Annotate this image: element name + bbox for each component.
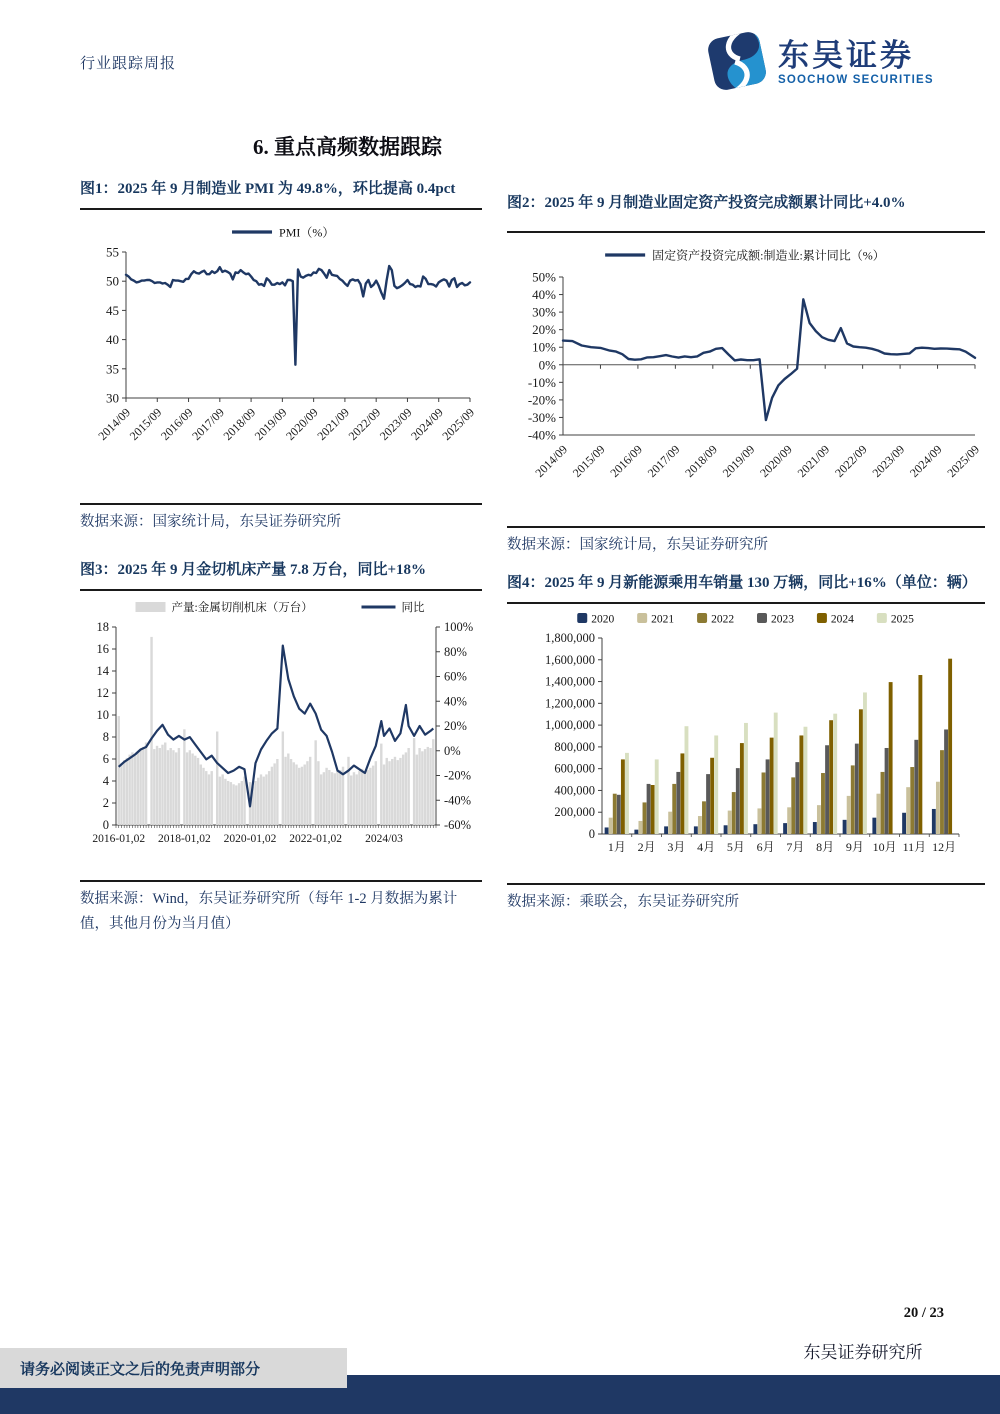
svg-text:2019/09: 2019/09 xyxy=(251,404,290,443)
svg-text:2017/09: 2017/09 xyxy=(189,404,227,443)
svg-text:30: 30 xyxy=(106,390,119,406)
svg-text:35: 35 xyxy=(106,361,119,377)
svg-text:2025/09: 2025/09 xyxy=(944,441,983,480)
left-column xyxy=(80,176,482,938)
svg-text:-10%: -10% xyxy=(527,374,556,390)
svg-text:2020/09: 2020/09 xyxy=(283,404,321,443)
svg-text:2015/09: 2015/09 xyxy=(569,441,608,480)
svg-text:-60%: -60% xyxy=(444,817,472,832)
svg-text:18: 18 xyxy=(96,619,109,634)
svg-text:2016-01,02: 2016-01,02 xyxy=(92,832,146,845)
svg-text:2018-01,02: 2018-01,02 xyxy=(158,832,211,845)
svg-text:50%: 50% xyxy=(532,269,556,285)
soochow-logo xyxy=(706,30,934,97)
svg-text:PMI（%）: PMI（%） xyxy=(279,225,335,240)
svg-text:8: 8 xyxy=(102,729,109,744)
svg-text:2024/09: 2024/09 xyxy=(408,404,446,443)
svg-text:6: 6 xyxy=(102,751,109,766)
divider xyxy=(80,880,482,882)
svg-text:2024/09: 2024/09 xyxy=(906,441,945,480)
figure2-source: 数据来源：国家统计局，东吴证券研究所 xyxy=(507,536,768,553)
svg-text:2020: 2020 xyxy=(591,613,615,626)
svg-text:1,800,000: 1,800,000 xyxy=(545,630,595,645)
figure4-caption: 图4：2025 年 9 月新能源乘用车销量 130 万辆，同比+16%（单位：辆） xyxy=(507,575,977,592)
svg-text:2016/09: 2016/09 xyxy=(607,441,646,480)
svg-text:2022: 2022 xyxy=(711,613,735,626)
svg-text:10月: 10月 xyxy=(872,839,897,854)
svg-text:40%: 40% xyxy=(532,286,556,302)
svg-text:1,200,000: 1,200,000 xyxy=(545,696,595,711)
figure3-source: 数据来源：Wind，东吴证券研究所（每年 1-2 月数据为累计值，其他月份为当月值） xyxy=(80,890,458,933)
svg-text:0: 0 xyxy=(588,826,595,841)
svg-text:40: 40 xyxy=(106,331,119,347)
svg-text:600,000: 600,000 xyxy=(554,761,595,776)
svg-text:0%: 0% xyxy=(538,357,556,373)
svg-text:-40%: -40% xyxy=(527,427,556,443)
svg-text:2016/09: 2016/09 xyxy=(157,404,196,443)
divider xyxy=(507,602,985,604)
svg-text:10%: 10% xyxy=(532,339,556,355)
svg-text:100%: 100% xyxy=(444,619,474,634)
svg-text:20%: 20% xyxy=(444,718,467,733)
svg-text:0%: 0% xyxy=(444,743,461,758)
brand-text xyxy=(778,40,934,87)
svg-text:2021/09: 2021/09 xyxy=(314,404,353,443)
fai-chart xyxy=(507,235,985,522)
svg-text:5月: 5月 xyxy=(726,839,745,854)
svg-text:2024: 2024 xyxy=(830,613,854,626)
svg-text:2018/09: 2018/09 xyxy=(220,404,259,443)
svg-text:2022/09: 2022/09 xyxy=(832,441,870,480)
svg-text:产量:金属切削机床（万台）: 产量:金属切削机床（万台） xyxy=(171,601,313,614)
svg-text:3月: 3月 xyxy=(667,839,686,854)
svg-text:2025: 2025 xyxy=(890,613,914,626)
divider xyxy=(507,526,985,528)
divider xyxy=(507,231,985,233)
svg-text:1,000,000: 1,000,000 xyxy=(545,717,595,732)
figure1-source: 数据来源：国家统计局，东吴证券研究所 xyxy=(80,513,341,530)
svg-text:8月: 8月 xyxy=(816,839,835,854)
svg-text:2022/09: 2022/09 xyxy=(345,404,384,443)
svg-text:2014/09: 2014/09 xyxy=(532,441,571,480)
svg-text:12: 12 xyxy=(96,685,109,700)
svg-text:2019/09: 2019/09 xyxy=(719,441,758,480)
svg-text:2月: 2月 xyxy=(637,839,656,854)
svg-text:12月: 12月 xyxy=(932,839,957,854)
svg-text:6月: 6月 xyxy=(756,839,775,854)
svg-text:2014/09: 2014/09 xyxy=(95,404,134,443)
report-type-label: 行业跟踪周报 xyxy=(80,56,177,72)
svg-text:30%: 30% xyxy=(532,304,556,320)
svg-text:60%: 60% xyxy=(444,669,467,684)
nev-sales-chart xyxy=(507,606,985,879)
svg-text:7月: 7月 xyxy=(786,839,805,854)
svg-text:2025/09: 2025/09 xyxy=(439,404,478,443)
svg-text:同比: 同比 xyxy=(401,601,425,614)
svg-text:40%: 40% xyxy=(444,694,467,709)
svg-text:2018/09: 2018/09 xyxy=(682,441,720,480)
svg-text:2020-01,02: 2020-01,02 xyxy=(223,832,277,845)
figure4-source: 数据来源：乘联会，东吴证券研究所 xyxy=(507,893,739,910)
svg-text:1,400,000: 1,400,000 xyxy=(545,674,595,689)
svg-text:2020/09: 2020/09 xyxy=(757,441,795,480)
section-title: 6. 重点高频数据跟踪 xyxy=(253,135,442,159)
svg-text:4月: 4月 xyxy=(697,839,716,854)
svg-text:2023/09: 2023/09 xyxy=(376,404,415,443)
machine-tool-chart xyxy=(80,593,482,876)
figure2-caption: 图2：2025 年 9 月制造业固定资产投资完成额累计同比+4.0% xyxy=(507,195,906,211)
svg-text:14: 14 xyxy=(96,663,109,678)
svg-text:2: 2 xyxy=(102,795,109,810)
svg-text:-20%: -20% xyxy=(444,768,472,783)
figure3-caption: 图3：2025 年 9 月金切机床产量 7.8 万台，同比+18% xyxy=(80,562,427,579)
svg-text:2024/03: 2024/03 xyxy=(365,832,403,845)
svg-text:2015/09: 2015/09 xyxy=(126,404,165,443)
svg-text:10: 10 xyxy=(96,707,109,722)
svg-text:1月: 1月 xyxy=(607,839,626,854)
soochow-logo-icon xyxy=(706,30,768,97)
svg-text:16: 16 xyxy=(96,641,109,656)
svg-text:4: 4 xyxy=(102,773,109,788)
svg-text:-20%: -20% xyxy=(527,392,556,408)
svg-text:80%: 80% xyxy=(444,644,467,659)
figure1-caption: 图1：2025 年 9 月制造业 PMI 为 49.8%，环比提高 0.4pct xyxy=(80,181,456,197)
pmi-chart xyxy=(80,212,482,499)
svg-text:2023: 2023 xyxy=(771,613,794,626)
svg-text:20%: 20% xyxy=(532,321,556,337)
brand-name-en: SOOCHOW SECURITIES xyxy=(778,74,934,87)
svg-text:55: 55 xyxy=(106,244,119,260)
svg-text:1,600,000: 1,600,000 xyxy=(545,652,595,667)
svg-text:800,000: 800,000 xyxy=(554,739,595,754)
svg-text:2021: 2021 xyxy=(651,613,675,626)
page-number: 20 / 23 xyxy=(903,1305,944,1321)
divider xyxy=(80,208,482,210)
svg-text:-30%: -30% xyxy=(527,409,556,425)
divider xyxy=(80,503,482,505)
svg-text:2017/09: 2017/09 xyxy=(644,441,683,480)
brand-name-cn: 东吴证券 xyxy=(778,38,914,74)
svg-text:400,000: 400,000 xyxy=(554,783,595,798)
svg-text:50: 50 xyxy=(106,273,119,289)
right-column xyxy=(507,190,985,915)
svg-text:9月: 9月 xyxy=(845,839,864,854)
svg-text:200,000: 200,000 xyxy=(554,805,595,820)
svg-text:45: 45 xyxy=(106,302,119,318)
divider xyxy=(507,883,985,885)
divider xyxy=(80,589,482,591)
svg-text:2023/09: 2023/09 xyxy=(869,441,908,480)
institute-name: 东吴证券研究所 xyxy=(803,1343,923,1362)
svg-text:2021/09: 2021/09 xyxy=(794,441,833,480)
svg-text:固定资产投资完成额:制造业:累计同比（%）: 固定资产投资完成额:制造业:累计同比（%） xyxy=(652,248,885,263)
disclaimer-note: 请务必阅读正文之后的免责声明部分 xyxy=(0,1348,347,1388)
svg-text:2022-01,02: 2022-01,02 xyxy=(289,832,343,845)
svg-text:11月: 11月 xyxy=(902,839,927,854)
svg-text:0: 0 xyxy=(102,817,109,832)
svg-text:-40%: -40% xyxy=(444,793,472,808)
